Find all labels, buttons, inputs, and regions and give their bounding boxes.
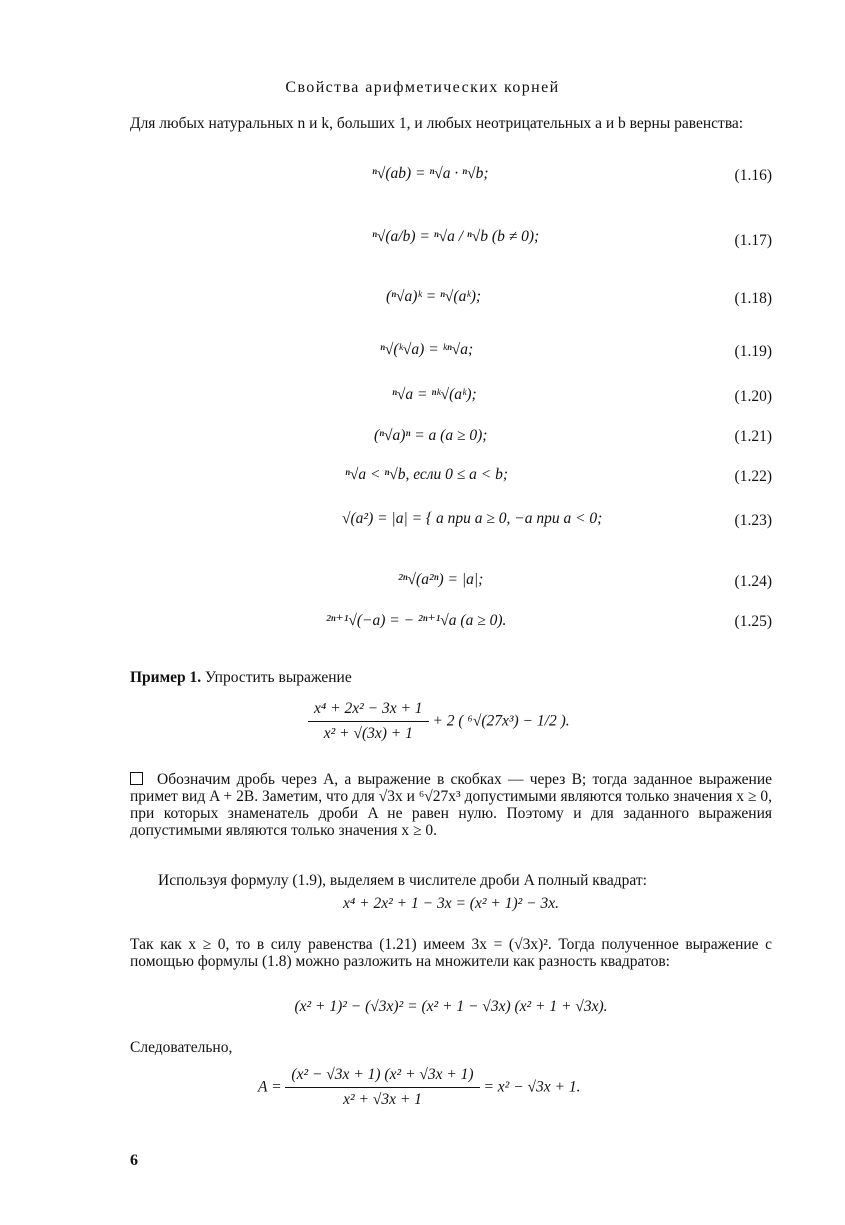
formula-1-23: √(a²) = |a| = { a при a ≥ 0, −a при a < 0; [342,510,603,527]
example-fraction-numerator: x⁴ + 2x² − 3x + 1 [308,700,429,722]
example-expression [308,700,570,743]
solution-equation-3-numerator: (x² − √3x + 1) (x² + √3x + 1) [285,1066,479,1088]
solution-equation-3-lhs: A = [258,1078,282,1096]
page-number: 6 [130,1152,138,1169]
example-expression-tail: + 2 ( ⁶√(27x³) − 1/2 ). [432,712,570,730]
formula-1-18: (ⁿ√a)ᵏ = ⁿ√(aᵏ); [386,288,482,305]
solution-paragraph-2: Используя формулу (1.9), выделяем в числителе дроби A полный квадрат: [158,872,647,889]
solution-paragraph-1-text: Обозначим дробь через A, а выражение в скобках — через B; тогда заданное выражение примет вид A + 2B. Заметим, что для √3x и ⁶√27x³ допустимыми являются только значения x ≥ 0, при которых знаменатель дроби A не равен нулю. Поэтому и для заданного выражения допустимыми являются только значения x ≥ 0. [130,771,772,839]
solution-paragraph-1 [130,771,772,839]
example-label: Пример 1. [130,669,202,686]
formula-1-17: ⁿ√(a/b) = ⁿ√a / ⁿ√b (b ≠ 0); [372,228,540,245]
example-task: Упростить выражение [205,669,352,686]
formula-1-21: (ⁿ√a)ⁿ = a (a ≥ 0); [374,427,488,444]
solution-paragraph-3: Так как x ≥ 0, то в силу равенства (1.21) имеем 3x = (√3x)². Тогда полученное выражение с помощью формулы (1.8) можно разложить на множители как разность квадратов: [130,936,772,970]
formula-1-19: ⁿ√(ᵏ√a) = ᵏⁿ√a; [380,341,474,358]
formula-number-1-25: (1.25) [734,613,772,630]
example-statement [130,669,352,687]
formula-number-1-17: (1.17) [734,232,772,249]
formula-1-25: ²ⁿ⁺¹√(−a) = − ²ⁿ⁺¹√a (a ≥ 0). [326,612,507,629]
solution-equation-1: x⁴ + 2x² + 1 − 3x = (x² + 1)² − 3x. [343,895,559,912]
formula-number-1-20: (1.20) [734,388,772,405]
example-fraction-denominator: x² + √(3x) + 1 [323,725,413,742]
formula-number-1-16: (1.16) [734,167,772,184]
solution-equation-2: (x² + 1)² − (√3x)² = (x² + 1 − √3x) (x² + 1 + √3x). [294,998,608,1015]
solution-equation-3-denominator: x² + √3x + 1 [343,1091,422,1108]
formula-number-1-22: (1.22) [734,468,772,485]
formula-1-24: ²ⁿ√(a²ⁿ) = |a|; [398,571,484,588]
section-heading: Свойства арифметических корней [285,79,560,96]
solution-equation-3-fraction [285,1066,479,1109]
formula-number-1-24: (1.24) [734,573,772,590]
intro-paragraph: Для любых натуральных n и k, больших 1, и любых неотрицательных a и b верны равенства: [130,115,744,132]
formula-number-1-18: (1.18) [734,290,772,307]
solution-start-square-icon [130,772,143,785]
formula-number-1-23: (1.23) [734,512,772,529]
example-fraction [308,700,429,743]
formula-number-1-19: (1.19) [734,343,772,360]
formula-1-22: ⁿ√a < ⁿ√b, если 0 ≤ a < b; [345,466,509,483]
solution-paragraph-4: Следовательно, [130,1039,233,1056]
formula-1-16: ⁿ√(ab) = ⁿ√a · ⁿ√b; [372,165,489,182]
formula-number-1-21: (1.21) [734,428,772,445]
formula-1-20: ⁿ√a = ⁿᵏ√(aᵏ); [392,386,477,403]
solution-equation-3 [258,1066,581,1109]
solution-equation-3-rhs: = x² − √3x + 1. [483,1078,581,1096]
